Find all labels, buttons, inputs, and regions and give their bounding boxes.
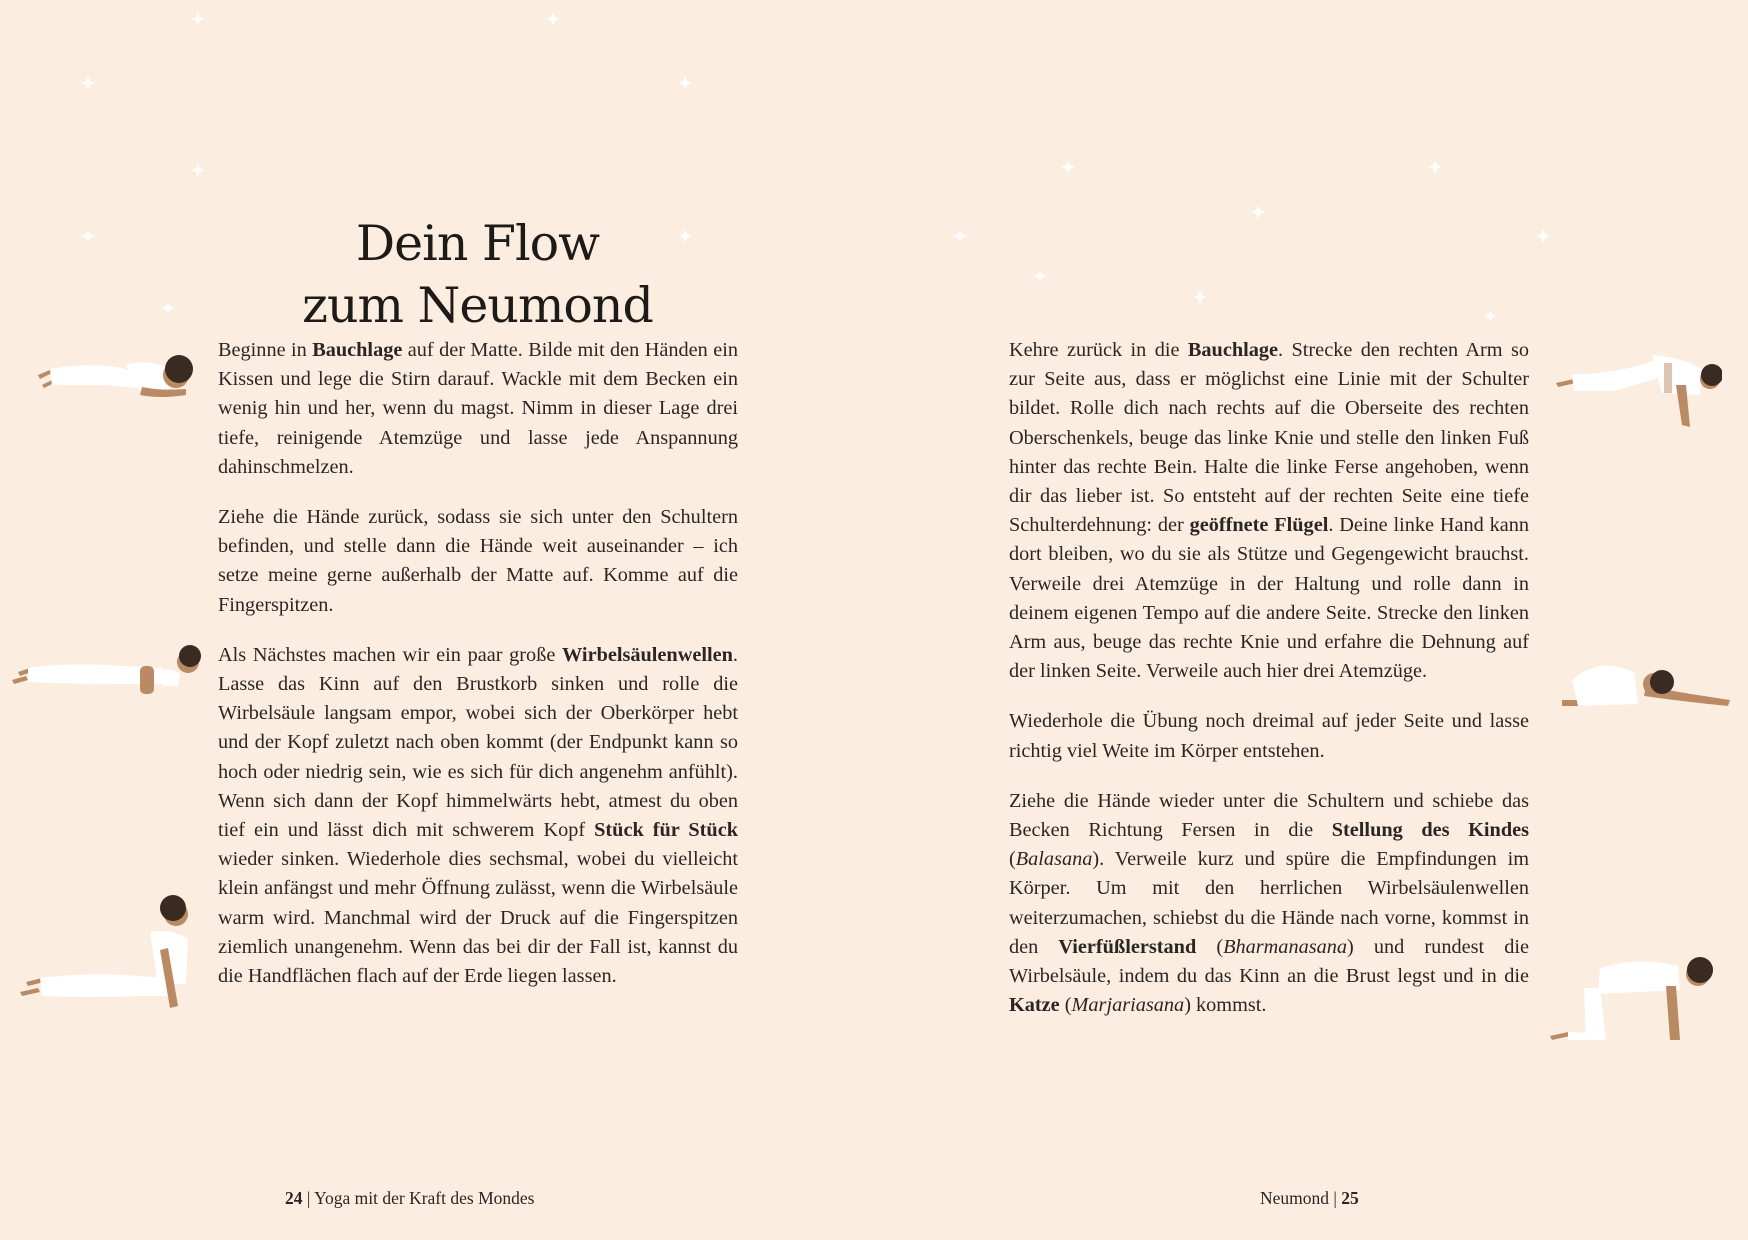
- bold-term: Stellung des Kindes: [1331, 819, 1529, 842]
- bold-term: Bauchlage: [1187, 339, 1279, 361]
- text-run: Als Nächstes machen wir ein paar große: [218, 643, 563, 666]
- page-number-right: 25: [1341, 1188, 1359, 1208]
- left-paragraph-2: Ziehe die Hände zurück, sodass sie sich unter den Schultern befinden, und stelle dann die Hände weit auseinander – ich setze meine gerne außerhalb der Matte auf. Komme auf die Fingerspitzen.: [218, 506, 738, 616]
- page-title: [240, 213, 715, 337]
- text-run: . Strecke den rechten Arm so zur Seite aus, dass er möglichst eine Linie mit der Schulter bildet. Rolle dich nach rechts auf die Oberseite des rechten Oberschenkels, beuge das linke Knie und stelle den linken Fuß hinter das rechte Bein. Halte die linke Ferse angehoben, wenn dir das lieber ist. So entsteht auf der rechten Seite eine tiefe Schulterdehnung: der: [1009, 339, 1529, 537]
- bold-term: Katze: [1009, 994, 1060, 1017]
- text-run: . Deine linke Hand kann dort bleiben, wo du sie als Stütze und Gegengewicht brauchst. Verweile drei Atemzüge in der Haltung und rolle dann in deinem eigenen Tempo auf die andere Seite. Strecke den linken Arm aus, beuge das rechte Knie und erfahre die Dehnung auf der linken Seite. Verweile auch hier drei Atemzüge.: [1009, 514, 1530, 683]
- footer-left: [285, 1188, 534, 1209]
- footer-right: [1260, 1188, 1359, 1209]
- text-run: . Lasse das Kinn auf den Brustkorb sinken und rolle die Wirbelsäule langsam empor, wobei sich der Oberkörper hebt und der Kopf zuletzt nach oben kommt (der Endpunkt kann so hoch oder niedrig sein, wie es sich für dich angenehm anfühlt). Wenn sich dann der Kopf himmelwärts hebt, atmest du oben tief ein und lässt dich mit schwerem Kopf: [218, 643, 738, 842]
- text-run: auf der Matte. Bilde mit den Händen ein Kissen und lege die Stirn darauf. Wackle mit dem Becken ein wenig hin und her, wenn du magst. Nimm in dieser Lage drei tiefe, reinigende Atemzüge und lasse jede Anspannung dahinschmelzen.: [218, 339, 738, 478]
- left-paragraph-3: [218, 641, 738, 991]
- bold-term: Stück für Stück: [594, 819, 738, 842]
- bold-term: geöffnete Flügel: [1189, 514, 1329, 537]
- italic-term: Marjariasana: [1071, 994, 1185, 1017]
- left-text-column: [218, 336, 738, 1012]
- right-paragraph-2: Wiederhole die Übung noch dreimal auf jeder Seite und lasse richtig viel Weite im Körper entstehen.: [1009, 710, 1529, 762]
- text-run: (: [1196, 935, 1224, 958]
- right-text-column: [1009, 336, 1529, 1041]
- page-number-left: 24: [285, 1188, 303, 1208]
- bold-term: Vierfüßlerstand: [1058, 935, 1197, 958]
- italic-term: Bharmanasana: [1223, 935, 1348, 958]
- text-run: ) und rundest die Wirbelsäule, indem du das Kinn an die Brust legst und in die: [1009, 935, 1529, 988]
- title-line-1: Dein Flow: [355, 214, 600, 272]
- bold-term: Wirbelsäulenwellen: [562, 643, 733, 666]
- fingertips-pose-illustration: [12, 640, 202, 700]
- text-run: wieder sinken. Wiederhole dies sechsmal, wobei du vielleicht klein anfängst und mehr Öffnung zulässt, wenn die Wirbelsäule warm wird. Manchmal wird der Druck auf die Fingerspitzen ziemlich unangenehm. Wenn das bei dir der Fall ist, kannst du die Handflächen flach auf der Erde liegen lassen.: [218, 848, 738, 988]
- prone-pose-illustration: [36, 345, 196, 415]
- italic-term: Balasana: [1015, 848, 1093, 871]
- title-line-2: zum Neumond: [302, 276, 653, 334]
- running-head-left: | Yoga mit der Kraft des Mondes: [306, 1188, 535, 1208]
- text-run: Ziehe die Hände wieder unter die Schultern und schiebe das Becken Richtung Fersen in die: [1009, 789, 1529, 842]
- running-head-right: Neumond |: [1260, 1188, 1337, 1208]
- cat-pose-illustration: [1548, 948, 1718, 1048]
- text-run: Kehre zurück in die: [1009, 339, 1188, 361]
- text-run: ) kommst.: [1184, 994, 1267, 1017]
- text-run: (: [1059, 994, 1072, 1017]
- right-paragraph-1: [1009, 336, 1529, 686]
- left-paragraph-1: [218, 336, 738, 482]
- bold-term: Bauchlage: [312, 339, 403, 361]
- open-wing-pose-illustration: [1552, 345, 1722, 435]
- text-run: ). Verweile kurz und spüre die Empfindungen im Körper. Um mit den herrlichen Wirbelsäulenwellen weiterzumachen, schiebst du die Hände nach vorne, kommst in den: [1009, 848, 1529, 958]
- text-run: (: [1009, 848, 1016, 871]
- text-run: Beginne in: [218, 339, 313, 361]
- cobra-pose-illustration: [18, 888, 208, 1018]
- childs-pose-illustration: [1558, 650, 1733, 720]
- right-paragraph-3: [1009, 787, 1529, 1021]
